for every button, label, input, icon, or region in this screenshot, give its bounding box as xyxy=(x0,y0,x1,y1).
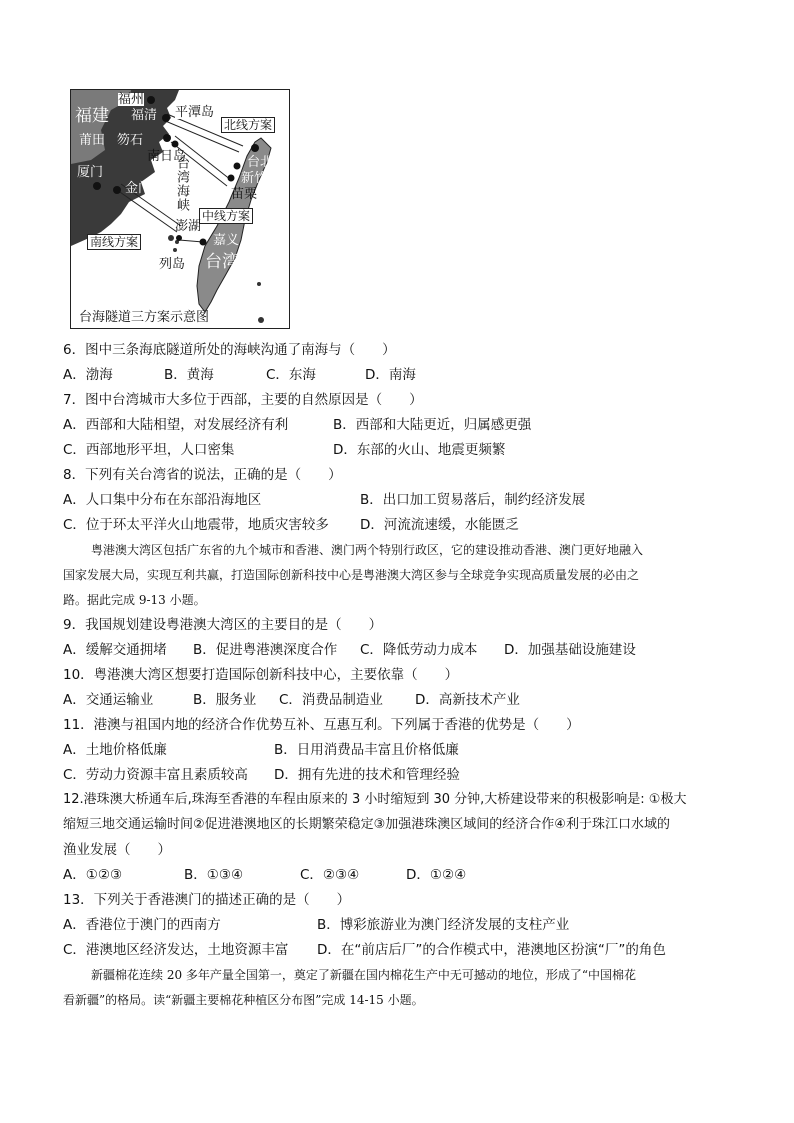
q8-option-d: D．河流流速缓，水能匮乏 xyxy=(360,517,519,533)
q8-stem: 8．下列有关台湾省的说法，正确的是（ ） xyxy=(63,467,342,483)
q10-option-b: B．服务业 xyxy=(193,692,257,708)
label-south-plan: 南线方案 xyxy=(87,234,141,250)
label-penghu: 澎湖 xyxy=(175,219,202,234)
label-fuzhou: 福州 xyxy=(118,92,145,107)
q11-option-b: B．日用消费品丰富且价格低廉 xyxy=(274,742,459,758)
q8-option-a: A．人口集中分布在东部沿海地区 xyxy=(63,492,262,508)
q6-option-a: A．渤海 xyxy=(63,367,113,383)
q7-option-a: A．西部和大陆相望，对发展经济有利 xyxy=(63,417,289,433)
label-middle-plan: 中线方案 xyxy=(199,208,253,224)
label-taiwan: 台湾 xyxy=(205,252,239,272)
q9-option-c: C．降低劳动力成本 xyxy=(360,642,478,658)
q12-option-c: C．②③④ xyxy=(300,867,360,883)
label-putian: 莆田 xyxy=(79,133,106,148)
q10-stem: 10．粤港澳大湾区想要打造国际创新科技中心，主要依靠（ ） xyxy=(63,667,459,683)
label-fuqing: 福清 xyxy=(131,108,158,123)
q11-stem: 11．港澳与祖国内地的经济合作优势互补、互惠互利。下列属于香港的优势是（ ） xyxy=(63,717,580,733)
label-taiwan-strait: 台湾海峡 xyxy=(174,156,189,212)
q12-option-a: A．①②③ xyxy=(63,867,123,883)
q6-stem: 6．图中三条海底隧道所处的海峡沟通了南海与（ ） xyxy=(63,342,396,358)
q12-line3: 渔业发展（ ） xyxy=(63,842,171,858)
q7-option-b: B．西部和大陆更近，归属感更强 xyxy=(333,417,532,433)
q6-option-b: B．黄海 xyxy=(164,367,214,383)
q8-option-c: C．位于环太平洋火山地震带，地质灾害较多 xyxy=(63,517,329,533)
q12-option-d: D．①②④ xyxy=(406,867,467,883)
label-fujian: 福建 xyxy=(75,106,109,126)
q12-line1: 12.港珠澳大桥通车后,珠海至香港的车程由原来的 3 小时缩短到 30 分钟,大桥建设带来的积极影响是: ①极大 xyxy=(63,792,687,807)
q11-option-a: A．土地价格低廉 xyxy=(63,742,167,758)
label-nanri: 南日岛 xyxy=(147,149,187,164)
q10-option-a: A．交通运输业 xyxy=(63,692,154,708)
q9-stem: 9．我国规划建设粤港澳大湾区的主要目的是（ ） xyxy=(63,617,383,633)
passage2-line2: 看新疆”的格局。读“新疆主要棉花种植区分布图”完成 14-15 小题。 xyxy=(63,993,424,1007)
q13-stem: 13．下列关于香港澳门的描述正确的是（ ） xyxy=(63,892,351,908)
q13-option-a: A．香港位于澳门的西南方 xyxy=(63,917,221,933)
taiwan-tunnel-map xyxy=(70,89,290,329)
label-jinmen: 金门 xyxy=(125,181,152,196)
label-xiamen: 厦门 xyxy=(77,165,104,180)
q9-option-a: A．缓解交通拥堵 xyxy=(63,642,167,658)
map-caption: 台海隧道三方案示意图 xyxy=(79,310,210,325)
passage1-line2: 国家发展大局，实现互利共赢，打造国际创新科技中心是粤港澳大湾区参与全球竞争实现高质量发展的必由之 xyxy=(63,568,640,582)
q9-option-d: D．加强基础设施建设 xyxy=(504,642,636,658)
label-miaoli: 苗栗 xyxy=(231,187,258,202)
q7-stem: 7．图中台湾城市大多位于西部，主要的自然原因是（ ） xyxy=(63,392,423,408)
label-jiayi: 嘉义 xyxy=(213,233,240,248)
label-taibei: 台北 xyxy=(247,155,274,170)
q13-option-c: C．港澳地区经济发达，土地资源丰富 xyxy=(63,942,289,958)
q6-option-c: C．东海 xyxy=(266,367,316,383)
q10-option-d: D．高新技术产业 xyxy=(415,692,520,708)
label-pingtan: 平潭岛 xyxy=(175,105,215,120)
q10-option-c: C．消费品制造业 xyxy=(279,692,383,708)
q13-option-d: D．在“前店后厂”的合作模式中，港澳地区扮演“厂”的角色 xyxy=(317,942,666,958)
q11-option-c: C．劳动力资源丰富且素质较高 xyxy=(63,767,248,783)
q12-option-b: B．①③④ xyxy=(184,867,244,883)
q13-option-b: B．博彩旅游业为澳门经济发展的支柱产业 xyxy=(317,917,570,933)
passage1-line3: 路。据此完成 9-13 小题。 xyxy=(63,593,206,607)
q7-option-d: D．东部的火山、地震更频繁 xyxy=(333,442,506,458)
label-north-plan: 北线方案 xyxy=(221,117,275,133)
q8-option-b: B．出口加工贸易落后，制约经济发展 xyxy=(360,492,586,508)
passage1-line1: 粤港澳大湾区包括广东省的九个城市和香港、澳门两个特别行政区，它的建设推动香港、澳门更好地融入 xyxy=(91,543,644,557)
q9-option-b: B．促进粤港澳深度合作 xyxy=(193,642,338,658)
q12-line2: 缩短三地交通运输时间②促进港澳地区的长期繁荣稳定③加强港珠澳区域间的经济合作④利于珠江口水域的 xyxy=(63,817,670,832)
label-xinzhu: 新竹 xyxy=(241,171,268,186)
label-penghu-islands: 列岛 xyxy=(159,257,186,272)
q7-option-c: C．西部地形平坦，人口密集 xyxy=(63,442,235,458)
passage2-line1: 新疆棉花连续 20 多年产量全国第一，奠定了新疆在国内棉花生产中无可撼动的地位，形成了“中国棉花 xyxy=(91,968,637,982)
q6-option-d: D．南海 xyxy=(365,367,416,383)
q11-option-d: D．拥有先进的技术和管理经验 xyxy=(274,767,460,783)
label-xiuyu: 笏石 xyxy=(117,133,144,148)
